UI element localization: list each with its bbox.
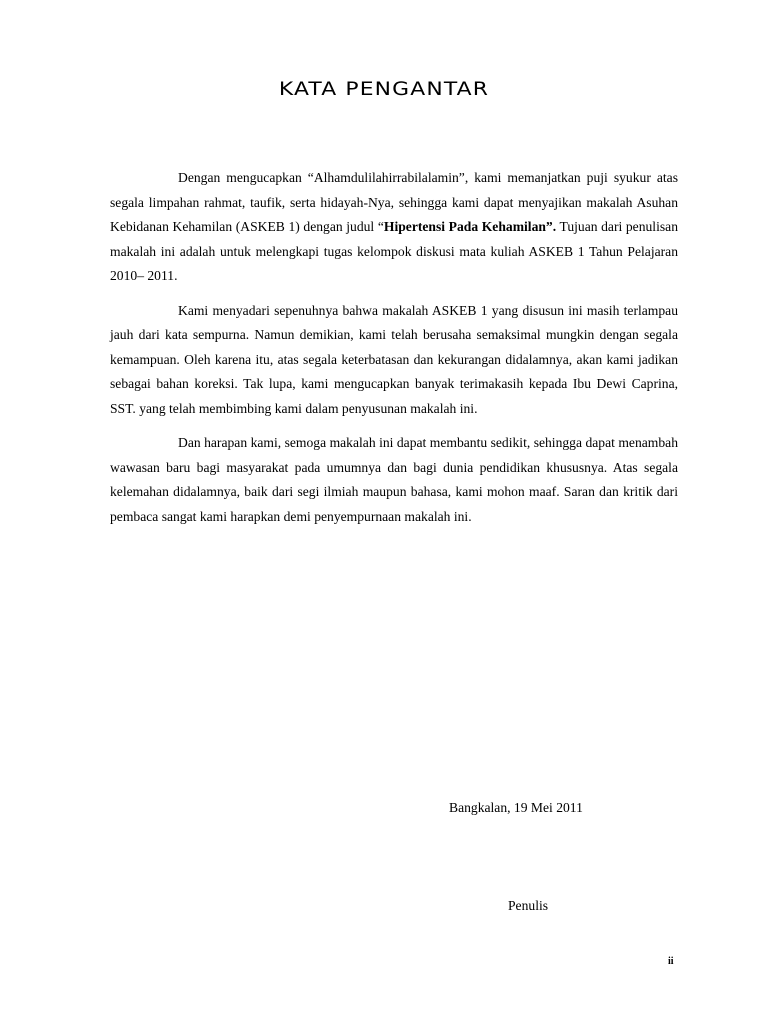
paragraph-1 (110, 166, 678, 289)
place-date: Bangkalan, 19 Mei 2011 (449, 800, 583, 815)
paragraph-1-text-before: Dengan mengucapkan “Alhamdulilahirrabilalamin”, kami memanjatkan puji syukur atas segala limpahan rahmat, taufik, serta hidayah-Nya, sehingga kami dapat menyajikan makalah Asuhan Kebidanan Kehamilan (ASKEB 1) dengan judul “ (110, 170, 678, 234)
page-title: KATA PENGANTAR (278, 78, 490, 100)
paragraph-1-text-after: Tujuan dari penulisan makalah ini adalah untuk melengkapi tugas kelompok diskusi mata kuliah ASKEB 1 Tahun Pelajaran 2010– 2011. (110, 219, 678, 283)
paragraph-3: Dan harapan kami, semoga makalah ini dapat membantu sedikit, sehingga dapat menambah wawasan baru bagi masyarakat pada umumnya dan bagi dunia pendidikan khususnya. Atas segala kelemahan didalamnya, baik dari segi ilmiah maupun bahasa, kami mohon maaf. Saran dan kritik dari pembaca sangat kami harapkan demi penyempurnaan makalah ini. (110, 435, 678, 524)
paragraph-2: Kami menyadari sepenuhnya bahwa makalah ASKEB 1 yang disusun ini masih terlampau jauh dari kata sempurna. Namun demikian, kami telah berusaha semaksimal mungkin dengan segala kemampuan. Oleh karena itu, atas segala keterbatasan dan kekurangan didalamnya, akan kami jadikan sebagai bahan koreksi. Tak lupa, kami mengucapkan banyak terimakasih kepada Ibu Dewi Caprina, SST. yang telah membimbing kami dalam penyusunan makalah ini. (110, 302, 678, 416)
author-signature: Penulis (508, 898, 549, 913)
body-text (110, 166, 678, 539)
page-number: ii (668, 956, 674, 967)
paragraph-1-bold-title: Hipertensi Pada Kehamilan”. (383, 219, 557, 234)
